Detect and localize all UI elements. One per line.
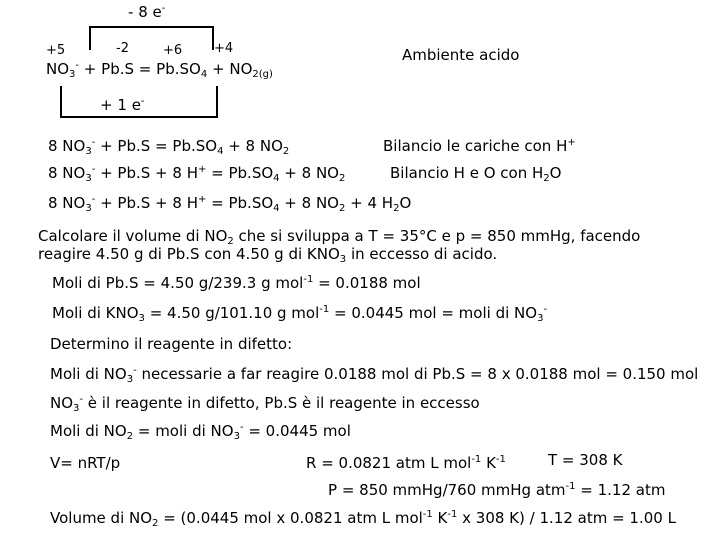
moles-no2: Moli di $NO_2$ = moli di $NO_3^- = 0.0445$ mol — [50, 422, 351, 442]
ox-state-s-product: +6 — [163, 43, 183, 58]
step2-note: Bilancio H e O con $H_2O$ — [390, 164, 562, 184]
ox-state-s-reactant: -2 — [116, 41, 129, 56]
pressure-value: P = 850 mmHg/760 mmHg atm$^{-1}$ = 1.12 atm — [328, 481, 666, 499]
step1-note: Bilancio le cariche con H+ — [383, 137, 576, 155]
problem-statement: Calcolare il volume di $NO_2$ che si sviluppa a T = 35°C e p = 850 mmHg, facendo reagire 4.50 g di Pb.S con 4.50 g di $KNO_3$ in eccesso di acido. — [38, 227, 641, 265]
ox-state-n-reactant: +5 — [46, 43, 66, 58]
temperature-value: T = 308 K — [548, 451, 623, 469]
electrons-gained-label: + 1 e- — [100, 96, 145, 114]
reaction-equation: $NO_3^- + Pb.S = Pb.SO_4 + NO_{2(g)}$ — [46, 60, 273, 80]
moles-needed: Moli di $NO_3^-$ necessarie a far reagire 0.0188 mol di Pb.S = 8 x 0.0188 mol = 0.150 mol — [50, 365, 699, 385]
top-bracket-left-tick — [89, 26, 91, 50]
moles-kno3: Moli di $KNO_3 = 4.50$ g/101.10 g mol$^{-1}$ = 0.0445 mol = moli di $NO_3^-$ — [52, 304, 548, 324]
balanced-equation: 8 $NO_3^- + Pb.S + 8$ $H^+ = Pb.SO_4 + 8$ $NO_2 + 4$ $H_2O$ — [48, 194, 412, 214]
step1-equation: 8 $NO_3^- + Pb.S = Pb.SO_4 + 8$ $NO_2$ — [48, 137, 290, 157]
r-constant: R = 0.0821 atm L mol$^{-1}$ $K^{-1}$ — [306, 454, 506, 472]
moles-pbs: Moli di Pb.S = 4.50 g/239.3 g mol$^{-1}$ = 0.0188 mol — [52, 274, 421, 292]
bottom-bracket-left-tick — [60, 86, 62, 118]
electrons-lost-label: - 8 e- — [128, 3, 166, 21]
medium-label: Ambiente acido — [402, 46, 520, 64]
gas-law: V= nRT/p — [50, 454, 121, 472]
bottom-bracket-horizontal — [60, 116, 218, 118]
volume-result: Volume di $NO_2 = (0.0445$ mol x 0.0821 atm L mol$^{-1}$ $K^{-1}$ x 308 K) / 1.12 atm = 1.00 L — [50, 509, 676, 529]
limiting-heading: Determino il reagente in difetto: — [50, 335, 293, 353]
step2-equation: 8 $NO_3^- + Pb.S + 8$ $H^+ = Pb.SO_4 + 8$ $NO_2$ — [48, 164, 346, 184]
bottom-bracket-right-tick — [216, 86, 218, 118]
ox-state-n-product: +4 — [214, 41, 234, 56]
top-bracket-horizontal — [89, 26, 214, 28]
limiting-statement: $NO_3^-$ è il reagente in difetto, Pb.S è il reagente in eccesso — [50, 394, 480, 414]
